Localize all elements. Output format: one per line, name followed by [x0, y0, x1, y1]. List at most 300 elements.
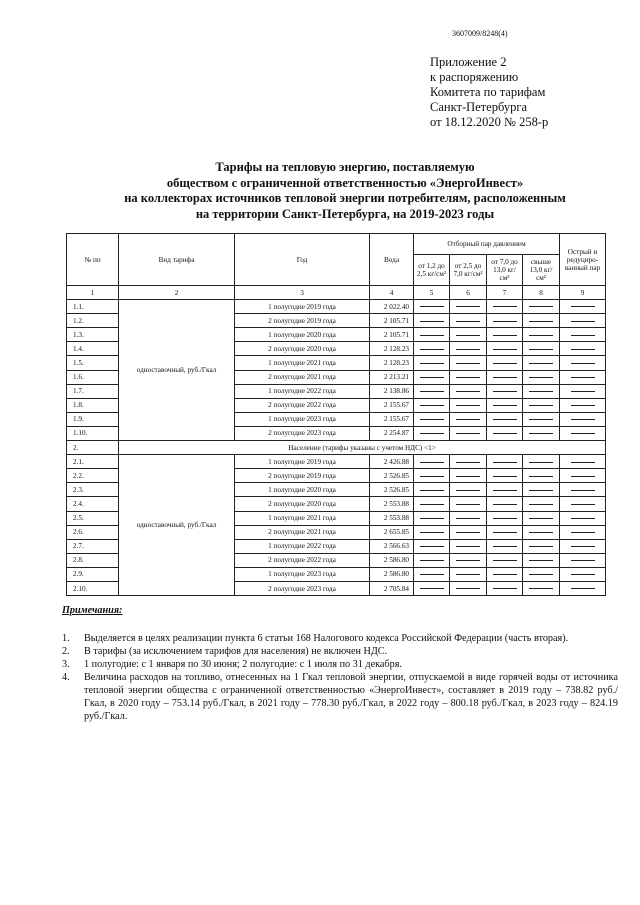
water-tariff-cell: 2 138.86	[370, 384, 414, 398]
dash-mark	[529, 391, 553, 392]
notes-heading: Примечания:	[62, 605, 123, 616]
water-tariff-cell: 2 553.88	[370, 497, 414, 511]
dash-mark	[529, 462, 553, 463]
dash-mark	[529, 335, 553, 336]
empty-value-cell	[450, 342, 487, 356]
row-number: 1.2.	[67, 314, 119, 328]
dash-mark	[571, 349, 595, 350]
appendix-block	[430, 55, 548, 130]
dash-mark	[420, 462, 444, 463]
dash-mark	[493, 335, 517, 336]
empty-value-cell	[523, 398, 560, 412]
empty-value-cell	[560, 483, 606, 497]
row-number: 1.3.	[67, 328, 119, 342]
document-title	[60, 160, 630, 222]
dash-mark	[529, 518, 553, 519]
empty-value-cell	[523, 370, 560, 384]
title-line: обществом с ограниченной ответственностью «ЭнергоИнвест»	[166, 175, 524, 190]
dash-mark	[456, 462, 480, 463]
dash-mark	[456, 306, 480, 307]
dash-mark	[529, 504, 553, 505]
empty-value-cell	[523, 539, 560, 553]
note-item	[62, 671, 618, 723]
water-tariff-cell: 2 128.23	[370, 342, 414, 356]
dash-mark	[456, 349, 480, 350]
empty-value-cell	[450, 581, 487, 595]
dash-mark	[420, 321, 444, 322]
dash-mark	[420, 405, 444, 406]
section-title: Население (тарифы указаны с учетом НДС) <1>	[119, 441, 606, 455]
dash-mark	[456, 363, 480, 364]
empty-value-cell	[560, 469, 606, 483]
dash-mark	[493, 433, 517, 434]
water-tariff-cell: 2 586.80	[370, 553, 414, 567]
empty-value-cell	[414, 314, 450, 328]
period-cell: 1 полугодие 2022 года	[235, 539, 370, 553]
empty-value-cell	[487, 539, 523, 553]
empty-value-cell	[487, 300, 523, 314]
dash-mark	[571, 419, 595, 420]
empty-value-cell	[560, 567, 606, 581]
column-number: 8	[523, 286, 560, 300]
period-cell: 2 полугодие 2023 года	[235, 581, 370, 595]
column-number: 9	[560, 286, 606, 300]
dash-mark	[420, 588, 444, 589]
period-cell: 1 полугодие 2019 года	[235, 300, 370, 314]
empty-value-cell	[450, 328, 487, 342]
header-no: № пп	[67, 234, 119, 286]
empty-value-cell	[523, 300, 560, 314]
empty-value-cell	[523, 342, 560, 356]
water-tariff-cell: 2 128.23	[370, 356, 414, 370]
row-number: 1.1.	[67, 300, 119, 314]
dash-mark	[493, 349, 517, 350]
water-tariff-cell: 2 213.21	[370, 370, 414, 384]
column-numbers-row	[67, 286, 606, 300]
row-number: 2.2.	[67, 469, 119, 483]
empty-value-cell	[560, 455, 606, 469]
dash-mark	[571, 588, 595, 589]
empty-value-cell	[523, 384, 560, 398]
column-number: 1	[67, 286, 119, 300]
empty-value-cell	[450, 567, 487, 581]
empty-value-cell	[487, 511, 523, 525]
row-number: 2.7.	[67, 539, 119, 553]
title-line: Тарифы на тепловую энергию, поставляемую	[215, 160, 475, 174]
dash-mark	[493, 377, 517, 378]
empty-value-cell	[560, 525, 606, 539]
dash-mark	[420, 377, 444, 378]
column-number: 7	[487, 286, 523, 300]
empty-value-cell	[560, 497, 606, 511]
dash-mark	[529, 574, 553, 575]
dash-mark	[529, 560, 553, 561]
dash-mark	[420, 306, 444, 307]
empty-value-cell	[487, 426, 523, 440]
empty-value-cell	[414, 342, 450, 356]
dash-mark	[529, 377, 553, 378]
notes-list	[62, 632, 618, 723]
empty-value-cell	[450, 469, 487, 483]
empty-value-cell	[523, 426, 560, 440]
dash-mark	[420, 391, 444, 392]
appendix-line: Санкт-Петербурга	[430, 100, 528, 114]
period-cell: 2 полугодие 2019 года	[235, 314, 370, 328]
period-cell: 1 полугодие 2020 года	[235, 328, 370, 342]
empty-value-cell	[560, 342, 606, 356]
period-cell: 2 полугодие 2021 года	[235, 525, 370, 539]
row-number: 1.6.	[67, 370, 119, 384]
period-cell: 1 полугодие 2022 года	[235, 384, 370, 398]
dash-mark	[571, 476, 595, 477]
dash-mark	[420, 518, 444, 519]
empty-value-cell	[523, 567, 560, 581]
period-cell: 1 полугодие 2020 года	[235, 483, 370, 497]
empty-value-cell	[450, 553, 487, 567]
empty-value-cell	[450, 356, 487, 370]
period-cell: 2 полугодие 2022 года	[235, 398, 370, 412]
dash-mark	[420, 433, 444, 434]
empty-value-cell	[487, 455, 523, 469]
empty-value-cell	[523, 455, 560, 469]
dash-mark	[456, 335, 480, 336]
empty-value-cell	[414, 469, 450, 483]
dash-mark	[529, 546, 553, 547]
dash-mark	[493, 419, 517, 420]
period-cell: 2 полугодие 2019 года	[235, 469, 370, 483]
empty-value-cell	[523, 412, 560, 426]
dash-mark	[493, 546, 517, 547]
period-cell: 2 полугодие 2020 года	[235, 342, 370, 356]
dash-mark	[420, 419, 444, 420]
empty-value-cell	[560, 539, 606, 553]
empty-value-cell	[414, 384, 450, 398]
empty-value-cell	[414, 511, 450, 525]
empty-value-cell	[450, 511, 487, 525]
column-number: 6	[450, 286, 487, 300]
dash-mark	[420, 363, 444, 364]
empty-value-cell	[414, 483, 450, 497]
empty-value-cell	[450, 300, 487, 314]
dash-mark	[571, 574, 595, 575]
row-number: 1.5.	[67, 356, 119, 370]
row-number: 1.8.	[67, 398, 119, 412]
dash-mark	[571, 391, 595, 392]
row-number: 2.6.	[67, 525, 119, 539]
empty-value-cell	[487, 483, 523, 497]
notes-section	[62, 604, 618, 723]
header-tariff-type: Вид тарифа	[119, 234, 235, 286]
dash-mark	[493, 306, 517, 307]
dash-mark	[493, 321, 517, 322]
empty-value-cell	[414, 539, 450, 553]
header-sharp-steam: Острый и редуциро-ванный пар	[560, 234, 606, 286]
note-item	[62, 645, 618, 658]
section-row	[67, 441, 606, 455]
empty-value-cell	[523, 328, 560, 342]
appendix-line: к распоряжению	[430, 70, 519, 84]
empty-value-cell	[487, 581, 523, 595]
dash-mark	[571, 377, 595, 378]
note-item	[62, 658, 618, 671]
dash-mark	[571, 405, 595, 406]
dash-mark	[420, 335, 444, 336]
dash-mark	[456, 377, 480, 378]
note-text: Выделяется в целях реализации пункта 6 статьи 168 Налогового кодекса Российской Федерации (часть вторая).	[84, 633, 569, 644]
dash-mark	[420, 504, 444, 505]
dash-mark	[571, 462, 595, 463]
header-steam-group: Отборный пар давлением	[414, 234, 560, 255]
document-number: 3607009/8248(4)	[452, 29, 508, 38]
dash-mark	[456, 560, 480, 561]
empty-value-cell	[450, 426, 487, 440]
dash-mark	[456, 391, 480, 392]
dash-mark	[571, 546, 595, 547]
dash-mark	[571, 504, 595, 505]
period-cell: 1 полугодие 2019 года	[235, 455, 370, 469]
empty-value-cell	[560, 398, 606, 412]
header-steam-1: от 1,2 до 2,5 кг/см²	[414, 255, 450, 286]
header-year: Год	[235, 234, 370, 286]
empty-value-cell	[450, 314, 487, 328]
dash-mark	[571, 560, 595, 561]
empty-value-cell	[487, 370, 523, 384]
tariff-type-cell: одноставочный, руб./Гкал	[119, 300, 235, 441]
row-number: 2.4.	[67, 497, 119, 511]
row-number: 2.5.	[67, 511, 119, 525]
appendix-line: от 18.12.2020 № 258-р	[430, 115, 549, 129]
row-number: 1.7.	[67, 384, 119, 398]
empty-value-cell	[487, 553, 523, 567]
period-cell: 1 полугодие 2021 года	[235, 356, 370, 370]
dash-mark	[493, 588, 517, 589]
dash-mark	[493, 560, 517, 561]
dash-mark	[420, 546, 444, 547]
note-text: 1 полугодие: с 1 января по 30 июня; 2 полугодие: с 1 июля по 31 декабря.	[84, 659, 402, 670]
dash-mark	[456, 321, 480, 322]
empty-value-cell	[560, 581, 606, 595]
empty-value-cell	[523, 483, 560, 497]
dash-mark	[571, 306, 595, 307]
dash-mark	[571, 321, 595, 322]
water-tariff-cell: 2 526.85	[370, 483, 414, 497]
dash-mark	[420, 574, 444, 575]
row-number: 1.10.	[67, 426, 119, 440]
period-cell: 1 полугодие 2021 года	[235, 511, 370, 525]
dash-mark	[456, 504, 480, 505]
empty-value-cell	[523, 469, 560, 483]
row-number: 2.8.	[67, 553, 119, 567]
dash-mark	[529, 532, 553, 533]
title-line: на территории Санкт-Петербурга, на 2019-2023 годы	[195, 206, 495, 221]
row-number: 1.9.	[67, 412, 119, 426]
empty-value-cell	[560, 328, 606, 342]
water-tariff-cell: 2 155.67	[370, 398, 414, 412]
dash-mark	[493, 405, 517, 406]
empty-value-cell	[560, 314, 606, 328]
dash-mark	[456, 532, 480, 533]
tariff-type-cell: одноставочный, руб./Гкал	[119, 455, 235, 596]
note-item	[62, 632, 618, 645]
empty-value-cell	[450, 497, 487, 511]
water-tariff-cell: 2 105.71	[370, 328, 414, 342]
empty-value-cell	[450, 384, 487, 398]
dash-mark	[420, 532, 444, 533]
row-number: 2.3.	[67, 483, 119, 497]
empty-value-cell	[523, 581, 560, 595]
column-number: 5	[414, 286, 450, 300]
empty-value-cell	[450, 412, 487, 426]
empty-value-cell	[414, 455, 450, 469]
dash-mark	[571, 335, 595, 336]
dash-mark	[571, 490, 595, 491]
water-tariff-cell: 2 022.40	[370, 300, 414, 314]
empty-value-cell	[450, 525, 487, 539]
dash-mark	[529, 433, 553, 434]
empty-value-cell	[414, 412, 450, 426]
dash-mark	[571, 433, 595, 434]
dash-mark	[493, 518, 517, 519]
dash-mark	[420, 476, 444, 477]
note-number: 4.	[62, 672, 70, 683]
period-cell: 2 полугодие 2021 года	[235, 370, 370, 384]
empty-value-cell	[560, 356, 606, 370]
empty-value-cell	[523, 314, 560, 328]
empty-value-cell	[414, 581, 450, 595]
dash-mark	[493, 391, 517, 392]
empty-value-cell	[560, 300, 606, 314]
empty-value-cell	[560, 553, 606, 567]
empty-value-cell	[414, 525, 450, 539]
dash-mark	[420, 560, 444, 561]
empty-value-cell	[450, 455, 487, 469]
empty-value-cell	[523, 497, 560, 511]
dash-mark	[493, 462, 517, 463]
empty-value-cell	[487, 328, 523, 342]
water-tariff-cell: 2 105.71	[370, 314, 414, 328]
empty-value-cell	[560, 511, 606, 525]
empty-value-cell	[487, 384, 523, 398]
empty-value-cell	[487, 567, 523, 581]
tariff-table	[66, 233, 606, 596]
dash-mark	[493, 363, 517, 364]
dash-mark	[456, 419, 480, 420]
water-tariff-cell: 2 705.84	[370, 581, 414, 595]
header-steam-4: свыше 13,0 кг/см²	[523, 255, 560, 286]
empty-value-cell	[414, 398, 450, 412]
row-number: 2.1.	[67, 455, 119, 469]
note-number: 3.	[62, 659, 70, 670]
water-tariff-cell: 2 586.80	[370, 567, 414, 581]
water-tariff-cell: 2 655.85	[370, 525, 414, 539]
empty-value-cell	[414, 370, 450, 384]
empty-value-cell	[487, 356, 523, 370]
dash-mark	[493, 476, 517, 477]
row-number: 2.9.	[67, 567, 119, 581]
dash-mark	[529, 349, 553, 350]
empty-value-cell	[414, 567, 450, 581]
dash-mark	[529, 321, 553, 322]
dash-mark	[456, 490, 480, 491]
dash-mark	[493, 490, 517, 491]
empty-value-cell	[450, 539, 487, 553]
dash-mark	[529, 476, 553, 477]
period-cell: 2 полугодие 2022 года	[235, 553, 370, 567]
dash-mark	[529, 405, 553, 406]
empty-value-cell	[414, 356, 450, 370]
empty-value-cell	[487, 469, 523, 483]
empty-value-cell	[560, 412, 606, 426]
header-steam-2: от 2,5 до 7,0 кг/см²	[450, 255, 487, 286]
column-number: 4	[370, 286, 414, 300]
dash-mark	[420, 349, 444, 350]
table-row	[67, 300, 606, 314]
dash-mark	[529, 588, 553, 589]
dash-mark	[456, 476, 480, 477]
empty-value-cell	[487, 497, 523, 511]
empty-value-cell	[414, 497, 450, 511]
dash-mark	[456, 546, 480, 547]
empty-value-cell	[414, 426, 450, 440]
dash-mark	[456, 574, 480, 575]
row-number: 2.10.	[67, 581, 119, 595]
empty-value-cell	[450, 370, 487, 384]
period-cell: 2 полугодие 2020 года	[235, 497, 370, 511]
dash-mark	[493, 532, 517, 533]
period-cell: 1 полугодие 2023 года	[235, 412, 370, 426]
appendix-line: Приложение 2	[430, 55, 507, 69]
dash-mark	[529, 490, 553, 491]
empty-value-cell	[487, 314, 523, 328]
row-number: 1.4.	[67, 342, 119, 356]
empty-value-cell	[487, 342, 523, 356]
dash-mark	[420, 490, 444, 491]
appendix-line: Комитета по тарифам	[430, 85, 546, 99]
empty-value-cell	[414, 553, 450, 567]
empty-value-cell	[450, 398, 487, 412]
water-tariff-cell: 2 553.88	[370, 511, 414, 525]
column-number: 2	[119, 286, 235, 300]
empty-value-cell	[450, 483, 487, 497]
empty-value-cell	[487, 398, 523, 412]
title-line: на коллекторах источников тепловой энергии потребителям, расположенным	[124, 191, 566, 205]
note-text: Величина расходов на топливо, отнесенных на 1 Гкал тепловой энергии, отпускаемой в виде горячей воды от источника тепловой энергии общества с ограниченной ответственностью «ЭнергоИнвест», составляет в 2019 году – 738.82 руб./Гкал, в 2020 году – 753.14 руб./Гкал, в 2021 году – 778.30 руб./Гкал, в 2022 году – 800.18 руб./Гкал, в 2023 году – 824.19 руб./Гкал.	[84, 672, 618, 722]
empty-value-cell	[560, 426, 606, 440]
dash-mark	[456, 588, 480, 589]
dash-mark	[529, 419, 553, 420]
column-number: 3	[235, 286, 370, 300]
empty-value-cell	[487, 412, 523, 426]
dash-mark	[571, 532, 595, 533]
water-tariff-cell: 2 526.85	[370, 469, 414, 483]
empty-value-cell	[523, 525, 560, 539]
empty-value-cell	[523, 553, 560, 567]
empty-value-cell	[414, 328, 450, 342]
dash-mark	[456, 433, 480, 434]
dash-mark	[571, 518, 595, 519]
dash-mark	[493, 504, 517, 505]
dash-mark	[493, 574, 517, 575]
dash-mark	[529, 363, 553, 364]
empty-value-cell	[523, 511, 560, 525]
empty-value-cell	[560, 384, 606, 398]
note-text: В тарифы (за исключением тарифов для населения) не включен НДС.	[84, 646, 388, 657]
section-number: 2.	[67, 441, 119, 455]
dash-mark	[571, 363, 595, 364]
header-water: Вода	[370, 234, 414, 286]
empty-value-cell	[523, 356, 560, 370]
empty-value-cell	[487, 525, 523, 539]
